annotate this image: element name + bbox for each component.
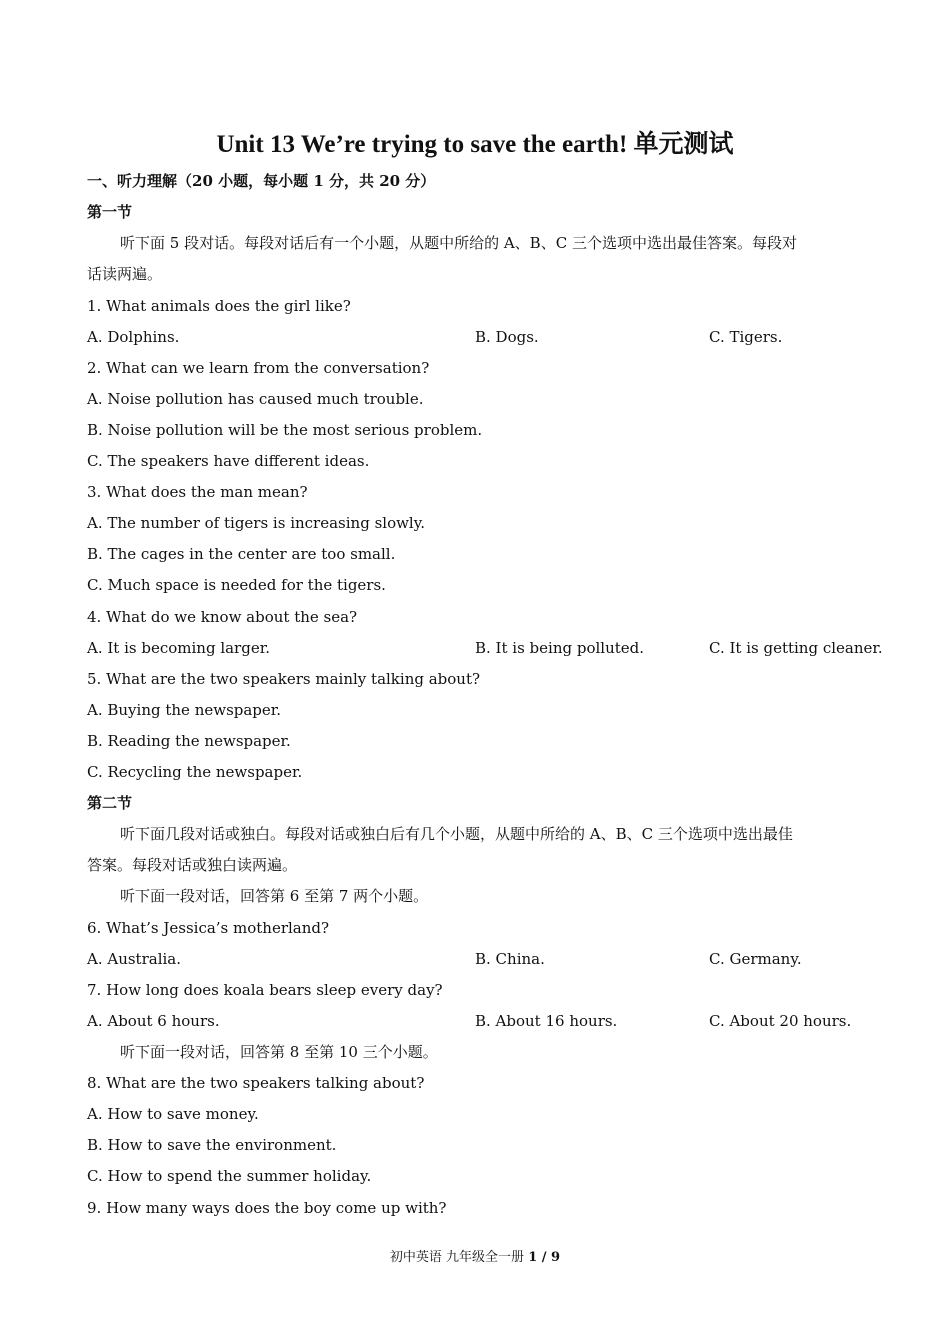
option-a: A. How to save money. [87, 1105, 259, 1123]
document-title: Unit 13 We’re trying to save the earth! 单元测试 [216, 131, 734, 158]
part2-instruction: 听下面几段对话或独白。每段对话或独白后有几个小题，从题中所给的 A、B、C 三个选项中选出最佳 [120, 825, 793, 843]
question-2: 2. What can we learn from the conversation? [87, 359, 430, 377]
option-c: C. It is getting cleaner. [709, 639, 883, 657]
part2-label: 第二节 [87, 794, 133, 812]
question-9: 9. How many ways does the boy come up with? [87, 1199, 447, 1217]
question-4: 4. What do we know about the sea? [87, 608, 358, 626]
option-a: A. About 6 hours. [87, 1012, 220, 1030]
option-a: A. Noise pollution has caused much trouble. [87, 390, 424, 408]
part2-instruction-cont: 答案。每段对话或独白读两遍。 [87, 856, 298, 874]
option-b: B. China. [475, 950, 545, 968]
sub-instruction: 听下面一段对话，回答第 8 至第 10 三个小题。 [120, 1043, 438, 1061]
option-b: B. It is being polluted. [475, 639, 645, 657]
option-b: B. Reading the newspaper. [87, 732, 291, 750]
question-7: 7. How long does koala bears sleep every day? [87, 981, 443, 999]
question-4-options [87, 638, 887, 658]
option-a: A. Dolphins. [87, 328, 180, 346]
question-3: 3. What does the man mean? [87, 483, 308, 501]
option-b: B. Dogs. [475, 328, 539, 346]
option-c: C. How to spend the summer holiday. [87, 1167, 372, 1185]
part1-instruction-cont: 话读两遍。 [87, 265, 163, 283]
option-b: B. About 16 hours. [475, 1012, 618, 1030]
question-1: 1. What animals does the girl like? [87, 297, 351, 315]
option-c: C. Germany. [709, 950, 802, 968]
question-8: 8. What are the two speakers talking about? [87, 1074, 425, 1092]
option-c: C. Much space is needed for the tigers. [87, 576, 386, 594]
option-b: B. Noise pollution will be the most serious problem. [87, 421, 483, 439]
question-5: 5. What are the two speakers mainly talking about? [87, 670, 481, 688]
option-c: C. The speakers have different ideas. [87, 452, 370, 470]
sub-instruction: 听下面一段对话，回答第 6 至第 7 两个小题。 [120, 887, 429, 905]
option-a: A. Australia. [87, 950, 182, 968]
section-heading: 一、听力理解（20 小题，每小题 1 分，共 20 分） [87, 172, 436, 190]
footer-text: 初中英语 九年级全一册 [389, 1250, 529, 1265]
option-a: A. Buying the newspaper. [87, 701, 282, 719]
option-a: A. The number of tigers is increasing slowly. [87, 514, 425, 532]
question-6: 6. What’s Jessica’s motherland? [87, 919, 330, 937]
question-6-options [87, 949, 887, 969]
option-b: B. The cages in the center are too small. [87, 545, 396, 563]
option-c: C. Tigers. [709, 328, 783, 346]
question-7-options [87, 1011, 887, 1031]
option-b: B. How to save the environment. [87, 1136, 337, 1154]
option-a: A. It is becoming larger. [87, 639, 270, 657]
question-1-options [87, 327, 887, 347]
page-footer [0, 1246, 950, 1265]
part1-instruction: 听下面 5 段对话。每段对话后有一个小题，从题中所给的 A、B、C 三个选项中选出最佳答案。每段对 [120, 234, 797, 252]
part1-label: 第一节 [87, 203, 133, 221]
page-number: 1 / 9 [528, 1250, 561, 1265]
option-c: C. Recycling the newspaper. [87, 763, 303, 781]
option-c: C. About 20 hours. [709, 1012, 852, 1030]
